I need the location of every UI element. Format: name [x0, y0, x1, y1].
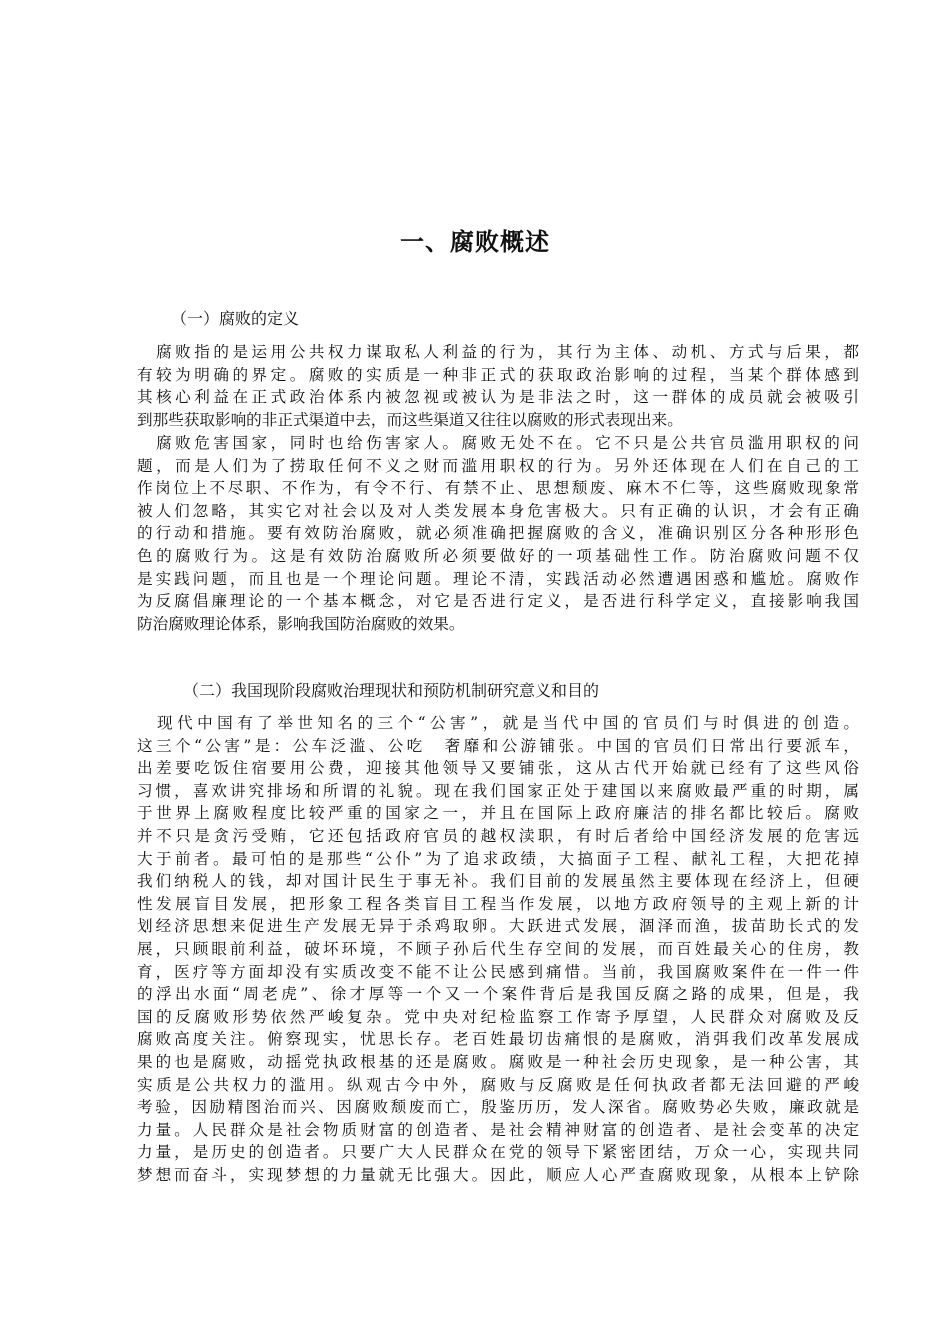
- text-line: 力量，是历史的创造者。只要广大人民群众在党的领导下紧密团结，万众一心，实现共同: [137, 1143, 859, 1162]
- text-line: 的浮出水面“周老虎”、徐才厚等一个又一个案件背后是我国反腐之路的成果，但是，我: [137, 985, 859, 1004]
- paragraph-definition: [137, 341, 859, 431]
- text-line: 现代中国有了举世知名的三个“公害”，就是当代中国的官员们与时俱进的创造。: [137, 714, 859, 732]
- text-line: 到那些获取影响的非正式渠道中去，而这些渠道又往往以腐败的形式表现出来。: [137, 410, 683, 429]
- text-line: 色的腐败行为。这是有效防治腐败所必须要做好的一项基础性工作。防治腐败问题不仅: [137, 546, 859, 565]
- text-line: 腐败指的是运用公共权力谋取私人利益的行为，其行为主体、动机、方式与后果，都: [137, 343, 859, 361]
- text-line: 有较为明确的界定。腐败的实质是一种非正式的获取政治影响的过程，当某个群体感到: [137, 365, 859, 384]
- text-line: 果的也是腐败，动摇党执政根基的还是腐败。腐败是一种社会历史现象，是一种公害，其: [137, 1052, 859, 1071]
- text-line: 腐败高度关注。俯察现实，忧思长存。老百姓最切齿痛恨的是腐败，消弭我们改革发展成: [137, 1030, 859, 1049]
- text-line: 作岗位上不尽职、不作为，有令不行、有禁不止、思想颓废、麻木不仁等，这些腐败现象常: [137, 479, 859, 498]
- text-line: 性发展盲目发展，把形象工程各类盲目工程当作发展，以地方政府领导的主观上新的计: [137, 894, 859, 913]
- paragraph-harm: [137, 432, 859, 635]
- text-line: 划经济思想来促进生产发展无异于杀鸡取卵。大跃进式发展，涸泽而渔，拔苗助长式的发: [137, 917, 859, 936]
- text-line: 出差要吃饭住宿要用公费，迎接其他领导又要铺张，这从古代开始就已经有了这些风俗: [137, 759, 859, 778]
- text-line: 被人们忽略，其实它对社会以及对人类发展本身危害极大。只有正确的认识，才会有正确: [137, 501, 859, 520]
- text-line: 于世界上腐败程度比较严重的国家之一，并且在国际上政府廉洁的排名都比较后。腐败: [137, 804, 859, 823]
- text-line: 展，只顾眼前利益，破坏环境，不顾子孙后代生存空间的发展，而百姓最关心的住房，教: [137, 939, 859, 958]
- section-heading-status: （二）我国现阶段腐败治理现状和预防机制研究意义和目的: [183, 681, 600, 700]
- text-line: 这三个“公害”是：公车泛滥、公吃 奢靡和公游铺张。中国的官员们日常出行要派车，: [137, 736, 859, 755]
- text-line: 梦想而奋斗，实现梦想的力量就无比强大。因此，顺应人心严查腐败现象，从根本上铲除: [137, 1165, 859, 1184]
- paragraph-status: [137, 712, 859, 1186]
- text-line: 国的反腐败形势依然严峻复杂。党中央对纪检监察工作寄予厚望，人民群众对腐败及反: [137, 1007, 859, 1026]
- text-line: 防治腐败理论体系，影响我国防治腐败的效果。: [137, 614, 465, 633]
- text-line: 腐败危害国家，同时也给伤害家人。腐败无处不在。它不只是公共官员滥用职权的问: [137, 434, 859, 452]
- text-line: 大于前者。最可怕的是那些“公仆”为了追求政绩，大搞面子工程、献礼工程，大把花掉: [137, 849, 859, 868]
- text-line: 题，而是人们为了捞取任何不义之财而滥用职权的行为。另外还体现在人们在自己的工: [137, 456, 859, 475]
- page-title: 一、腐败概述: [400, 228, 550, 256]
- section-heading-definition: （一）腐败的定义: [171, 309, 300, 328]
- text-line: 力量。人民群众是社会物质财富的创造者、是社会精神财富的创造者、是社会变革的决定: [137, 1120, 859, 1139]
- text-line: 考验，因励精图治而兴、因腐败颓废而亡，殷鉴历历，发人深省。腐败势必失败，廉政就是: [137, 1098, 859, 1117]
- text-line: 的行动和措施。要有效防治腐败，就必须准确把握腐败的含义，准确识别区分各种形形色: [137, 524, 859, 543]
- text-line: 实质是公共权力的滥用。纵观古今中外，腐败与反腐败是任何执政者都无法回避的严峻: [137, 1075, 859, 1094]
- text-line: 其核心利益在正式政治体系内被忽视或被认为是非法之时，这一群体的成员就会被吸引: [137, 388, 859, 407]
- text-line: 习惯，喜欢讲究排场和所谓的礼貌。现在我们国家正处于建国以来腐败最严重的时期，属: [137, 781, 859, 800]
- text-line: 我们纳税人的钱，却对国计民生于事无补。我们目前的发展虽然主要体现在经济上，但硬: [137, 872, 859, 891]
- text-line: 为反腐倡廉理论的一个基本概念，对它是否进行定义，是否进行科学定义，直接影响我国: [137, 592, 859, 611]
- text-line: 育，医疗等方面却没有实质改变不能不让公民感到痛惜。当前，我国腐败案件在一件一件: [137, 962, 859, 981]
- text-line: 是实践问题，而且也是一个理论问题。理论不清，实践活动必然遭遇困惑和尴尬。腐败作: [137, 569, 859, 588]
- text-line: 并不只是贪污受贿，它还包括政府官员的越权渎职，有时后者给中国经济发展的危害远: [137, 826, 859, 845]
